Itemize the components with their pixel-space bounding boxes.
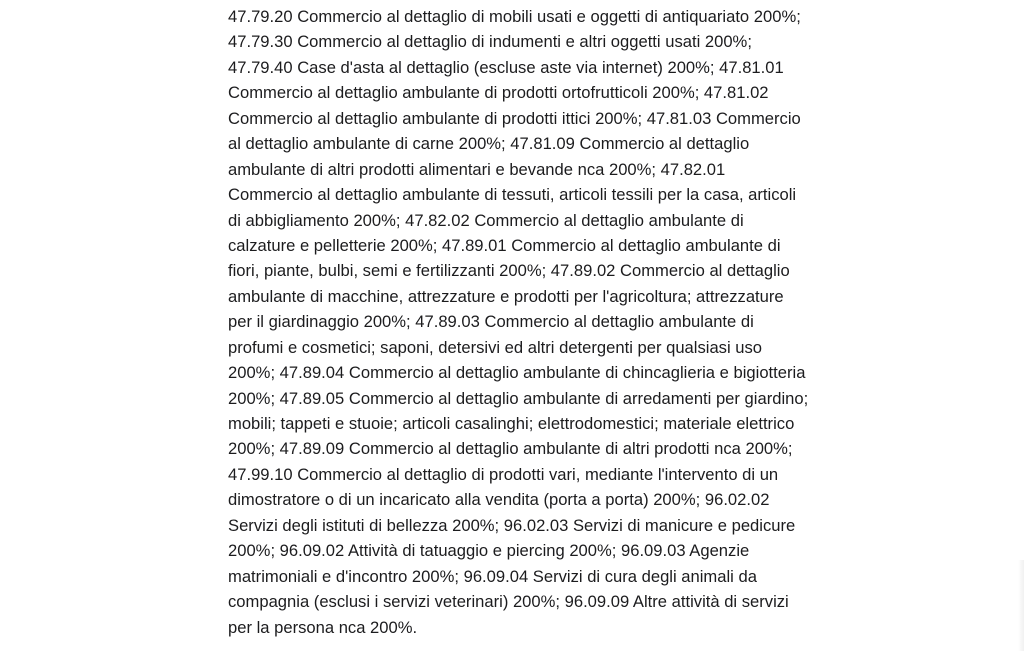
text-line: Commercio al dettaglio ambulante di prodotti ittici 200%; 47.81.03 Commercio xyxy=(228,108,801,128)
text-line: Commercio al dettaglio ambulante di tessuti, articoli tessili per la casa, articoli xyxy=(228,185,797,205)
text-line: ambulante di macchine, attrezzature e prodotti per l'agricoltura; attrezzature xyxy=(228,286,784,306)
text-line: compagnia (esclusi i servizi veterinari) 200%; 96.09.09 Altre attività di servizi xyxy=(228,592,789,612)
text-line: 200%; 96.09.02 Attività di tatuaggio e piercing 200%; 96.09.03 Agenzie xyxy=(228,541,750,561)
text-line: profumi e cosmetici; saponi, detersivi ed altri detergenti per qualsiasi uso xyxy=(228,337,763,357)
text-line: 200%; 47.89.05 Commercio al dettaglio ambulante di arredamenti per giardino; xyxy=(228,388,809,408)
text-line: matrimoniali e d'incontro 200%; 96.09.04 Servizi di cura degli animali da xyxy=(228,566,757,586)
text-line: al dettaglio ambulante di carne 200%; 47.81.09 Commercio al dettaglio xyxy=(228,134,750,154)
text-line: 200%; 47.89.04 Commercio al dettaglio ambulante di chincaglieria e bigiotteria xyxy=(228,363,806,383)
text-line: 47.99.10 Commercio al dettaglio di prodotti vari, mediante l'intervento di un xyxy=(228,464,779,484)
text-line: mobili; tappeti e stuoie; articoli casalinghi; elettrodomestici; materiale elettrico xyxy=(228,414,795,433)
text-line: fiori, piante, bulbi, semi e fertilizzanti 200%; 47.89.02 Commercio al dettaglio xyxy=(228,261,790,281)
text-line: 47.79.20 Commercio al dettaglio di mobili usati e oggetti di antiquariato 200%; xyxy=(228,7,801,26)
text-line: per la persona nca 200%. xyxy=(228,617,418,637)
text-line: Servizi degli istituti di bellezza 200%; 96.02.03 Servizi di manicure e pedicure xyxy=(228,515,796,535)
text-line: 47.79.30 Commercio al dettaglio di indumenti e altri oggetti usati 200%; xyxy=(228,32,752,52)
text-line: di abbigliamento 200%; 47.82.02 Commercio al dettaglio ambulante di xyxy=(228,210,744,230)
text-line: Commercio al dettaglio ambulante di prodotti ortofrutticoli 200%; 47.81.02 xyxy=(228,83,769,103)
text-line: per il giardinaggio 200%; 47.89.03 Commercio al dettaglio ambulante di xyxy=(228,312,754,332)
text-line: dimostratore o di un incaricato alla vendita (porta a porta) 200%; 96.02.02 xyxy=(228,490,770,510)
text-line: ambulante di altri prodotti alimentari e bevande nca 200%; 47.82.01 xyxy=(228,159,726,179)
text-line: 200%; 47.89.09 Commercio al dettaglio ambulante di altri prodotti nca 200%; xyxy=(228,439,793,459)
text-line: calzature e pelletterie 200%; 47.89.01 Commercio al dettaglio ambulante di xyxy=(228,235,781,255)
document-text xyxy=(228,4,808,640)
text-line: 47.79.40 Case d'asta al dettaglio (escluse aste via internet) 200%; 47.81.01 xyxy=(228,57,784,77)
scroll-edge-shadow xyxy=(1018,560,1024,651)
